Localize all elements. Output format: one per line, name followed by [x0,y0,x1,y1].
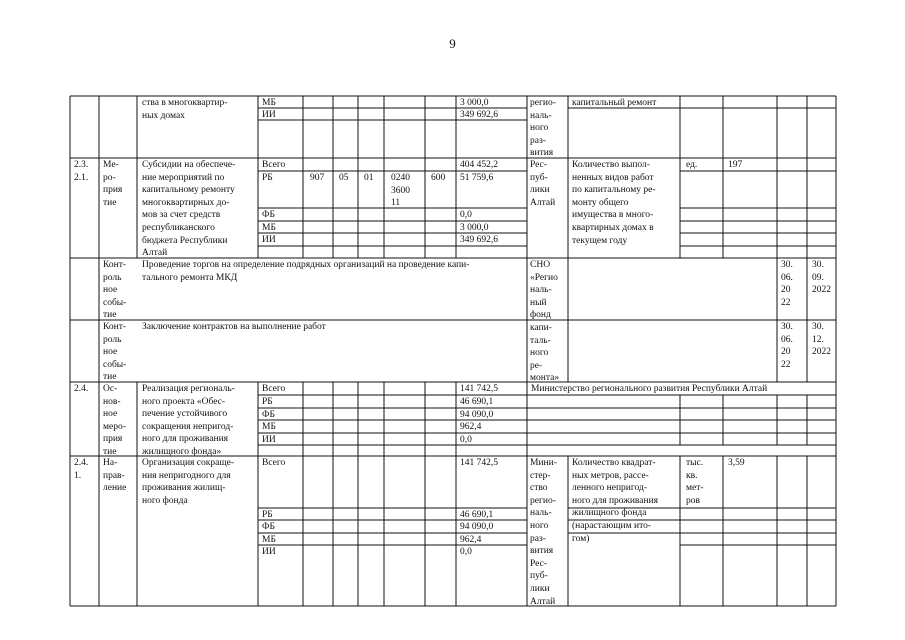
code-pr: 01 [364,173,374,183]
row-number: 2.4. 1. [74,458,89,481]
budget-source-rb: РБ [262,173,273,183]
code-vr: 600 [431,173,446,183]
budget-amount-mb: 3 000,0 [460,223,489,233]
page-number: 9 [449,36,456,51]
indicator-unit: тыс. кв. мет- ров [686,458,704,506]
executor-text: Рес- пуб- лики Алтай [530,160,556,208]
budget-source-rb: РБ [262,510,273,520]
code-grbs: 907 [310,173,325,183]
control-event-start-date: 30. 06. 20 22 [781,322,793,370]
control-event-text: Проведение торгов на определение подрядных организаций на проведение капи- тального ремонта МКД [142,260,470,283]
code-csr: 0240 3600 11 [391,173,410,209]
budget-amount-total: 404 452,2 [460,160,498,170]
budget-amount-mb: 962,4 [460,422,482,432]
budget-source-total: Всего [262,384,286,394]
budget-amount-rb: 46 690,1 [460,510,494,520]
budget-amount-ii: 0,0 [460,547,472,557]
indicator-value: 3,59 [728,458,745,468]
budget-source-total: Всего [262,160,286,170]
budget-source-total: Всего [262,458,286,468]
indicator-text-continued: капитальный ремонт [572,98,657,108]
row-type: Ме- ро- прия тие [103,160,123,208]
budget-source-mb: МБ [262,223,276,233]
budget-amount-ii: 0,0 [460,435,472,445]
budget-amount-mb: 3 000,0 [460,98,489,108]
budget-amount-total: 141 742,5 [460,384,498,394]
budget-amount-rb: 46 690,1 [460,397,494,407]
row-number: 2.4. [74,384,89,394]
code-rz: 05 [339,173,349,183]
budget-amount-fb: 0,0 [460,210,472,220]
executor-text: Мини- стер- ство регио- наль- ного раз- вития Рес- пуб- лики Алтай [530,458,557,607]
budget-amount-total: 141 742,5 [460,458,498,468]
event-text: Реализация региональ- ного проекта «Обес- печение устойчивого сокращения непригод- ного для проживания жилищного фонда» [142,384,235,457]
control-event-type: Конт- роль ное собы- тие [103,322,127,383]
budget-amount-mb: 962,4 [460,535,482,545]
row-type: Ос- нов- ное меро- прия тие [103,384,126,457]
executor-text-continued: регио- наль- ного раз- вития [530,98,556,159]
budget-amount-fb: 94 090,0 [460,522,494,532]
control-event-type: Конт- роль ное собы- тие [103,260,127,321]
budget-source-mb: МБ [262,98,276,108]
control-event-end-date: 30. 12. 2022 [812,322,831,358]
budget-source-rb: РБ [262,397,273,407]
budget-source-fb: ФБ [262,410,275,420]
budget-source-fb: ФБ [262,210,275,220]
budget-source-ii: ИИ [262,110,276,120]
indicator-unit: ед. [686,160,698,170]
indicator-value: 197 [728,160,743,170]
control-event-end-date: 30. 09. 2022 [812,260,831,296]
event-text: Субсидии на обеспече- ние мероприятий по капитальному ремонту многоквартирных до- мов за счет средств республиканского бюджета Республики Алтай [142,160,236,259]
budget-amount-rb: 51 759,6 [460,173,494,183]
control-event-text: Заключение контрактов на выполнение работ [142,322,326,332]
event-text-continued: ства в многоквартир- ных домах [142,98,228,121]
budget-source-ii: ИИ [262,235,276,245]
budget-amount-fb: 94 090,0 [460,410,494,420]
budget-source-fb: ФБ [262,522,275,532]
budget-source-ii: ИИ [262,547,276,557]
budget-amount-ii: 349 692,6 [460,110,498,120]
control-event-start-date: 30. 06. 20 22 [781,260,793,308]
row-type: На- прав- ление [103,458,127,494]
event-text: Организация сокраще- ния непригодного для проживания жилищ- ного фонда [142,458,235,506]
row-number: 2.3. 2.1. [74,160,89,183]
budget-source-ii: ИИ [262,435,276,445]
budget-source-mb: МБ [262,535,276,545]
indicator-text: Количество выпол- ненных видов работ по капитальному ре- монту общего имущества в много- квартирных домах в текущем году [572,160,656,246]
executor-ministry: Министерство регионального развития Республики Алтай [531,384,768,394]
budget-amount-ii: 349 692,6 [460,235,498,245]
budget-source-mb: МБ [262,422,276,432]
control-event-executor: СНО «Регио наль- ный фонд капи- таль- ного ре- монта» [530,260,560,384]
indicator-text: Количество квадрат- ных метров, рассе- ленного непригод- ного для проживания жилищного фонда (нарастающим ито- гом) [572,458,659,544]
